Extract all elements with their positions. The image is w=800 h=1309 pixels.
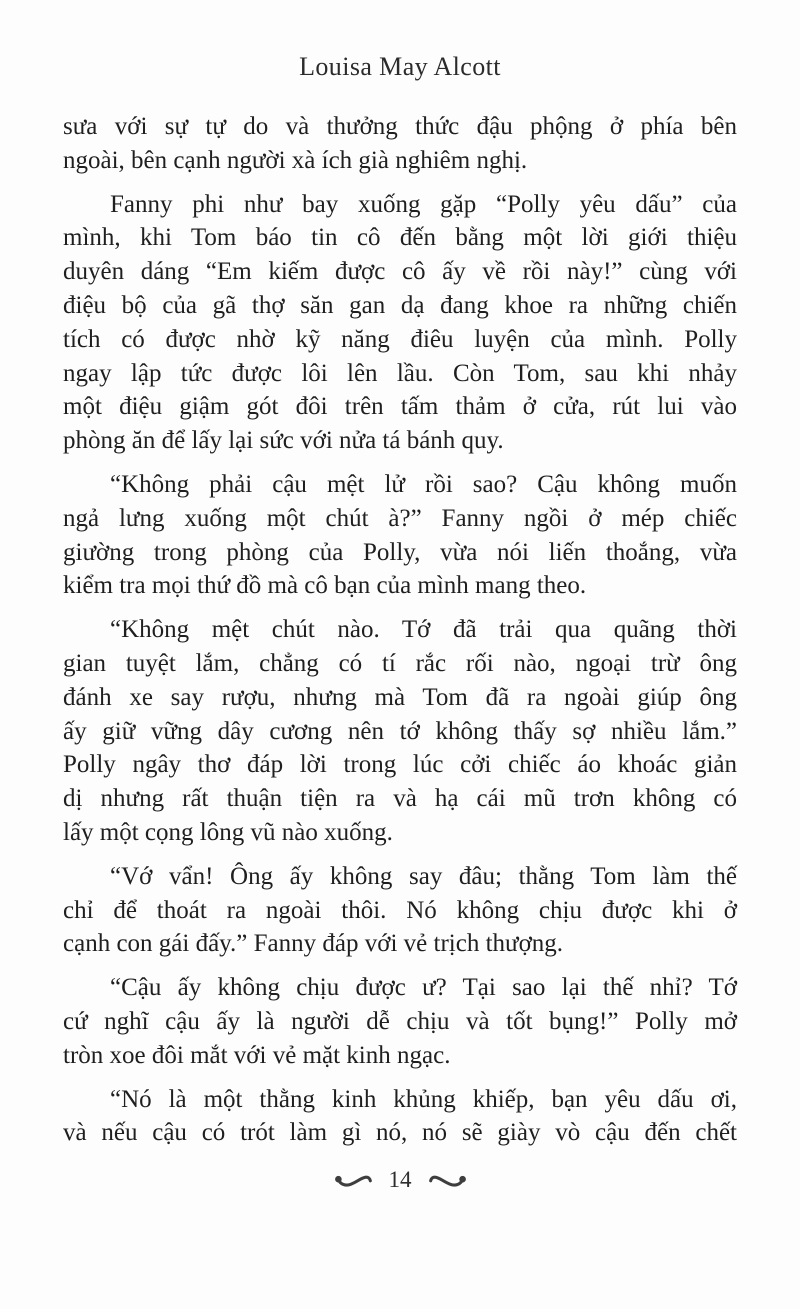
paragraph xyxy=(63,110,737,178)
text-line: phòng ăn để lấy lại sức với nửa tá bánh quy. xyxy=(63,427,504,455)
text-line: và nếu cậu có trót làm gì nó, nó sẽ giày vò cậu đến chết xyxy=(63,1119,737,1147)
text-line: “Không mệt chút nào. Tớ đã trải qua quãng thời xyxy=(110,616,737,644)
text-line: tích có được nhờ kỹ năng điêu luyện của mình. Polly xyxy=(63,325,737,353)
paragraph xyxy=(63,971,737,1072)
page-number: 14 xyxy=(388,1167,412,1193)
paragraph xyxy=(63,188,737,458)
text-line: sưa với sự tự do và thưởng thức đậu phộng ở phía bên xyxy=(63,113,737,140)
text-line: chỉ để thoát ra ngoài thôi. Nó không chịu được khi ở xyxy=(63,896,737,924)
text-line: “Nó là một thằng kinh khủng khiếp, bạn yêu dấu ơi, xyxy=(110,1085,737,1113)
text-line: duyên dáng “Em kiếm được cô ấy về rồi này!” cùng với xyxy=(63,258,737,286)
text-line: “Cậu ấy không chịu được ư? Tại sao lại thế nhỉ? Tớ xyxy=(110,974,737,1002)
paragraph xyxy=(63,468,737,603)
text-line: “Vớ vẩn! Ông ấy không say đâu; thằng Tom làm thế xyxy=(110,862,737,890)
text-line: đánh xe say rượu, nhưng mà Tom đã ra ngoài giúp ông xyxy=(63,683,737,711)
text-line: ấy giữ vững dây cương nên tớ không thấy sợ nhiều lắm.” xyxy=(63,717,737,745)
book-page xyxy=(0,49,800,1309)
page-body xyxy=(63,110,737,1150)
text-line: dị nhưng rất thuận tiện ra và hạ cái mũ trơn không có xyxy=(63,785,737,813)
text-line: Fanny phi như bay xuống gặp “Polly yêu dấu” của xyxy=(110,190,737,218)
paragraph xyxy=(63,860,737,961)
text-line: giường trong phòng của Polly, vừa nói liến thoắng, vừa xyxy=(63,538,737,566)
text-line: cạnh con gái đấy.” Fanny đáp với vẻ trịch thượng. xyxy=(63,930,564,958)
text-line: mình, khi Tom báo tin cô đến bằng một lời giới thiệu xyxy=(63,224,737,252)
text-line: ngoài, bên cạnh người xà ích già nghiêm nghị. xyxy=(63,146,528,174)
text-line: điệu bộ của gã thợ săn gan dạ đang khoe ra những chiến xyxy=(63,291,737,319)
text-line: Polly ngây thơ đáp lời trong lúc cởi chiếc áo khoác giản xyxy=(63,751,737,779)
flourish-right-icon xyxy=(429,1172,467,1188)
text-line: “Không phải cậu mệt lử rồi sao? Cậu không muốn xyxy=(110,470,737,498)
paragraph xyxy=(63,613,737,850)
paragraph xyxy=(63,1083,737,1151)
text-line: kiểm tra mọi thứ đồ mà cô bạn của mình mang theo. xyxy=(63,572,587,600)
text-line: cứ nghĩ cậu ấy là người dễ chịu và tốt bụng!” Polly mở xyxy=(63,1007,737,1035)
text-line: ngả lưng xuống một chút à?” Fanny ngồi ở mép chiếc xyxy=(63,504,737,532)
page-footer xyxy=(63,1166,737,1194)
flourish-left-icon xyxy=(334,1172,372,1188)
text-line: tròn xoe đôi mắt với vẻ mặt kinh ngạc. xyxy=(63,1041,451,1069)
text-line: gian tuyệt lắm, chẳng có tí rắc rối nào, ngoại trừ ông xyxy=(63,649,737,677)
running-header: Louisa May Alcott xyxy=(299,52,501,81)
text-line: lấy một cọng lông vũ nào xuống. xyxy=(63,818,393,846)
text-line: ngay lập tức được lôi lên lầu. Còn Tom, sau khi nhảy xyxy=(63,359,737,387)
text-line: một điệu giậm gót đôi trên tấm thảm ở cửa, rút lui vào xyxy=(63,393,737,421)
